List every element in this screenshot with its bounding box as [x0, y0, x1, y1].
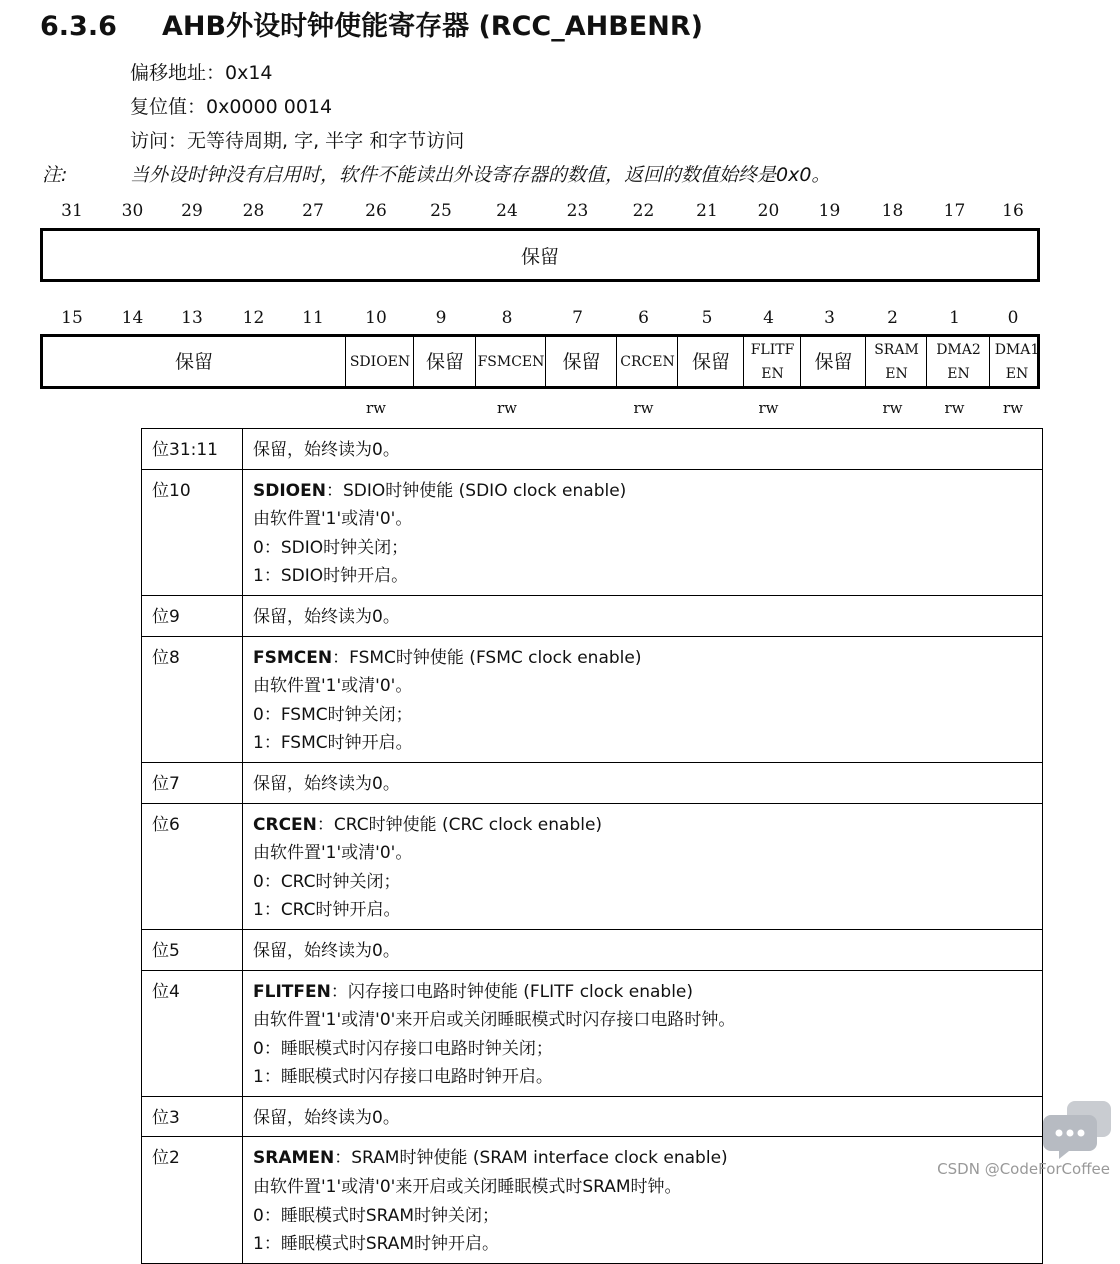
- field-name: FSMCEN: [253, 647, 333, 668]
- bit-position: 位31:11: [142, 429, 243, 470]
- bit-number-17: 17: [943, 201, 966, 221]
- bit-number-24: 24: [496, 201, 518, 221]
- description-line: 1：SDIO时钟开启。: [253, 566, 409, 587]
- access-type: rw: [758, 399, 779, 417]
- access-info: 访问：无等待周期, 字, 半字 和字节访问: [130, 130, 465, 152]
- register-field-dma2en-10: [926, 337, 990, 386]
- description-line: 保留，始终读为0。: [253, 440, 400, 460]
- description-line: 1：CRC时钟开启。: [253, 900, 401, 921]
- bit-number-13: 13: [181, 308, 203, 328]
- upper-reserved-field: 保留: [520, 245, 559, 268]
- register-field-label: DMA1 EN: [994, 341, 1040, 382]
- table-row: [142, 595, 1043, 636]
- bit-number-14: 14: [121, 308, 144, 328]
- description-line: 保留，始终读为0。: [253, 940, 400, 961]
- description-line: 由软件置'1'或清'0'来开启或关闭睡眠模式时闪存接口电路时钟。: [253, 1010, 736, 1031]
- bit-number-30: 30: [121, 201, 144, 221]
- register-field-保留-8: [800, 337, 866, 386]
- table-row: [142, 803, 1043, 929]
- access-type: rw: [496, 399, 517, 417]
- bit-number-1: 1: [949, 308, 960, 328]
- bit-number-4: 4: [763, 308, 774, 328]
- table-row: [142, 1096, 1043, 1137]
- bit-position: 位3: [142, 1096, 243, 1137]
- bit-number-21: 21: [696, 201, 718, 221]
- register-field-dma1en-11: [989, 337, 1044, 386]
- register-field-flitfen-7: [743, 337, 801, 386]
- register-field-label: 保留: [562, 350, 601, 373]
- register-field-sdioen-1: [345, 337, 414, 386]
- register-field-保留-2: [413, 337, 476, 386]
- bit-number-31: 31: [61, 201, 83, 221]
- register-field-fsmcen-3: [475, 337, 546, 386]
- description-line: 保留，始终读为0。: [253, 1107, 400, 1128]
- field-name: SRAMEN: [253, 1148, 335, 1169]
- bit-number-16: 16: [1002, 201, 1024, 221]
- upper-bit-numbers: [40, 201, 1040, 225]
- bit-number-11: 11: [302, 308, 324, 328]
- bit-number-26: 26: [365, 201, 387, 221]
- description-line: 由软件置'1'或清'0'。: [253, 676, 413, 697]
- section-heading: [40, 4, 703, 43]
- bit-number-10: 10: [365, 308, 387, 328]
- bit-description: [243, 636, 1043, 762]
- table-row: [142, 429, 1043, 470]
- bit-number-12: 12: [242, 308, 265, 328]
- bit-number-8: 8: [501, 308, 513, 328]
- bit-description: [243, 469, 1043, 595]
- field-title: ：SRAM时钟使能 (SRAM interface clock enable): [334, 1148, 728, 1169]
- note-text: 当外设时钟没有启用时，软件不能读出外设寄存器的数值，返回的数值始终是0x0。: [130, 164, 831, 186]
- description-line: 1：睡眠模式时闪存接口电路时钟开启。: [253, 1067, 553, 1088]
- bit-number-18: 18: [881, 201, 904, 221]
- field-title: ：SDIO时钟使能 (SDIO clock enable): [325, 480, 627, 501]
- register-field-label: 保留: [814, 350, 853, 373]
- register-field-label: SDIOEN: [349, 353, 411, 370]
- register-field-label: 保留: [425, 350, 464, 373]
- watermark: CSDN @CodeForCoffee: [937, 1160, 1110, 1178]
- access-type: rw: [944, 399, 965, 417]
- register-field-label: FLITF EN: [750, 341, 795, 382]
- bit-description: [243, 1096, 1043, 1137]
- description-line: 1：FSMC时钟开启。: [253, 733, 413, 754]
- field-name: FLITFEN: [253, 981, 331, 1002]
- access-type: rw: [633, 399, 654, 417]
- lower-bit-numbers: [40, 308, 1040, 332]
- bit-number-0: 0: [1007, 308, 1019, 328]
- table-row: [142, 636, 1043, 762]
- bit-number-6: 6: [638, 308, 649, 328]
- description-line: 1：睡眠模式时SRAM时钟开启。: [253, 1234, 500, 1255]
- register-field-crcen-5: [616, 337, 678, 386]
- chat-bubble-icon[interactable]: [1043, 1101, 1113, 1161]
- bit-number-25: 25: [430, 201, 452, 221]
- note-label: 注:: [42, 164, 68, 186]
- register-field-sramen-9: [865, 337, 927, 386]
- bit-number-7: 7: [572, 308, 583, 328]
- register-field-label: FSMCEN: [477, 353, 545, 370]
- access-type: rw: [365, 399, 386, 417]
- access-type: rw: [1002, 399, 1023, 417]
- table-row: [142, 1137, 1043, 1263]
- register-field-label: 保留: [691, 350, 730, 373]
- field-title: ：FSMC时钟使能 (FSMC clock enable): [332, 647, 642, 668]
- bit-number-2: 2: [887, 308, 898, 328]
- description-line: 0：FSMC时钟关闭；: [253, 704, 413, 725]
- description-line: 由软件置'1'或清'0'。: [253, 509, 413, 530]
- bit-description: [243, 970, 1043, 1096]
- table-row: [142, 469, 1043, 595]
- description-line: 0：睡眠模式时SRAM时钟关闭；: [253, 1205, 500, 1226]
- bit-position: 位5: [142, 929, 243, 970]
- description-line: 保留，始终读为0。: [253, 606, 400, 627]
- field-name: SDIOEN: [253, 480, 326, 501]
- description-line: 0：睡眠模式时闪存接口电路时钟关闭；: [253, 1038, 553, 1059]
- bit-number-28: 28: [242, 201, 265, 221]
- field-title: ：闪存接口电路时钟使能 (FLITF clock enable): [330, 981, 694, 1002]
- offset-address: 偏移地址：0x14: [130, 62, 273, 84]
- access-row: [40, 399, 1040, 423]
- description-line: 0：CRC时钟关闭；: [253, 871, 401, 892]
- bit-number-22: 22: [632, 201, 655, 221]
- description-line: 0：SDIO时钟关闭；: [253, 537, 409, 558]
- bit-position: 位4: [142, 970, 243, 1096]
- bit-description: [243, 929, 1043, 970]
- bit-position: 位7: [142, 762, 243, 803]
- access-type: rw: [882, 399, 903, 417]
- bit-position: 位9: [142, 595, 243, 636]
- register-field-label: CRCEN: [620, 353, 675, 370]
- field-title: ：CRC时钟使能 (CRC clock enable): [316, 814, 603, 835]
- table-row: [142, 970, 1043, 1096]
- bit-position: 位6: [142, 803, 243, 929]
- register-field-label: SRAM EN: [874, 341, 919, 382]
- bit-number-3: 3: [824, 308, 835, 328]
- upper-register-box: [40, 228, 1040, 282]
- bit-description: [243, 1137, 1043, 1263]
- bit-number-23: 23: [566, 201, 589, 221]
- table-row: [142, 762, 1043, 803]
- bit-description: [243, 803, 1043, 929]
- bit-description: [243, 429, 1043, 470]
- bit-description: [243, 595, 1043, 636]
- bit-position: 位2: [142, 1137, 243, 1263]
- register-field-label: 保留: [174, 350, 213, 373]
- description-line: 由软件置'1'或清'0'来开启或关闭睡眠模式时SRAM时钟。: [253, 1177, 682, 1198]
- section-number: 6.3.6: [40, 11, 117, 42]
- bit-number-29: 29: [181, 201, 203, 221]
- description-line: 保留，始终读为0。: [253, 773, 400, 794]
- bit-number-9: 9: [435, 308, 447, 328]
- lower-register-box: [40, 334, 1040, 389]
- bit-number-15: 15: [61, 308, 83, 328]
- section-title: AHB外设时钟使能寄存器 (RCC_AHBENR): [162, 11, 703, 42]
- register-field-保留-0: [43, 337, 345, 386]
- bit-number-27: 27: [302, 201, 324, 221]
- field-name: CRCEN: [253, 814, 317, 835]
- bit-description: [243, 762, 1043, 803]
- register-field-保留-4: [545, 337, 617, 386]
- register-field-保留-6: [677, 337, 744, 386]
- bit-position: 位8: [142, 636, 243, 762]
- table-row: [142, 929, 1043, 970]
- bit-number-20: 20: [757, 201, 780, 221]
- bit-number-5: 5: [701, 308, 713, 328]
- bit-number-19: 19: [818, 201, 841, 221]
- reset-value: 复位值：0x0000 0014: [130, 96, 333, 118]
- description-line: 由软件置'1'或清'0'。: [253, 843, 413, 864]
- bit-description-table: [141, 428, 1043, 1264]
- register-field-label: DMA2 EN: [936, 341, 981, 382]
- bit-position: 位10: [142, 469, 243, 595]
